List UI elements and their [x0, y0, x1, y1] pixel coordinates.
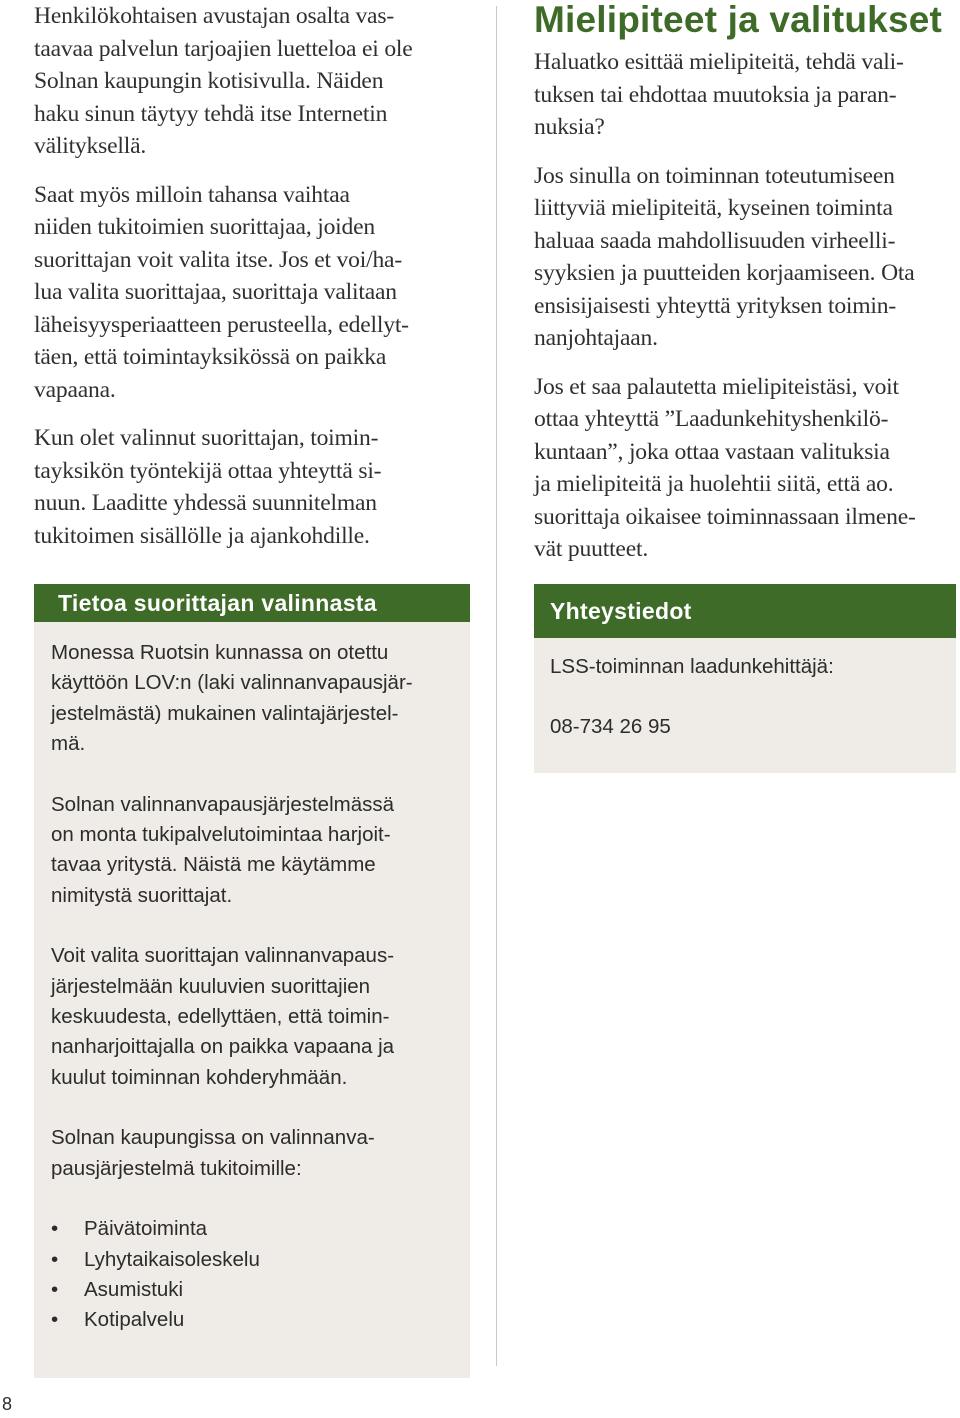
contact-phone: 08-734 26 95	[550, 715, 671, 739]
info-paragraph: Solnan valinnanvapausjärjestelmässä on monta tukipalvelutoimintaa harjoit- tavaa yritystä. Näistä me käytämme nimitystä suorittajat.	[51, 792, 395, 907]
paragraph: Saat myös milloin tahansa vaihtaa niiden tukitoimien suorittajaa, joiden suorittajan voit valita itse. Jos et voi/ha- lua valita suorittajaa, suorittaja valitaan läheisyysperiaatteen perusteella, edellyt- täen, että toimintayksikössä on paikka vapaana.	[34, 181, 409, 403]
page-number: 8	[1, 1394, 12, 1414]
info-box-body	[34, 622, 470, 1336]
info-paragraph: Solnan kaupungissa on valinnanva- pausjärjestelmä tukitoimille:	[51, 1126, 375, 1180]
bullet-icon: •	[51, 1247, 59, 1271]
list-item-label: Lyhytaikaisoleskelu	[84, 1247, 260, 1271]
paragraph: Jos et saa palautetta mielipiteistäsi, voit ottaa yhteyttä ”Laadunkehityshenkilö- kuntaan”, joka ottaa vastaan valituksia ja mielipiteitä ja huolehtii siitä, että ao. suorittaja oikaisee toiminnassaan ilmene- vät puutteet.	[534, 373, 916, 562]
bullet-icon: •	[51, 1308, 59, 1332]
info-paragraph: Monessa Ruotsin kunnassa on otettu käyttöön LOV:n (laki valinnanvapausjär- jestelmästä) mukainen valintajärjestel- mä.	[51, 641, 413, 756]
contact-box-title: Yhteystiedot	[534, 584, 956, 638]
list-item	[51, 1305, 452, 1335]
list-item	[51, 1245, 452, 1275]
left-column-text	[34, 0, 470, 552]
bullet-icon: •	[51, 1217, 59, 1241]
column-divider	[496, 6, 497, 1366]
bullet-icon: •	[51, 1277, 59, 1301]
section-heading: Mielipiteet ja valitukset	[534, 0, 943, 40]
list-item-label: Päivätoiminta	[84, 1217, 208, 1241]
paragraph: Jos sinulla on toiminnan toteutumiseen liittyviä mielipiteitä, kyseinen toiminta haluaa saada mahdollisuuden virheelli- syyksien ja puutteiden korjaamiseen. Ota ensisijaisesti yhteyttä yrityksen toimin- nanjohtajaan.	[534, 162, 915, 351]
list-item-label: Asumistuki	[84, 1277, 184, 1301]
list-item-label: Kotipalvelu	[84, 1308, 185, 1332]
info-paragraph: Voit valita suorittajan valinnanvapaus- järjestelmään kuuluvien suorittajien keskuudesta, edellyttäen, että toimin- nanharjoittajalla on paikka vapaana ja kuulut toiminnan kohderyhmään.	[51, 944, 395, 1089]
paragraph: Kun olet valinnut suorittajan, toimin- tayksikön työntekijä ottaa yhteyttä si- nuun. Laaditte yhdessä suunnitelman tukitoimen sisällölle ja ajankohdille.	[34, 425, 382, 549]
right-column	[534, 0, 956, 566]
support-services-list	[51, 1214, 452, 1336]
paragraph: Henkilökohtaisen avustajan osalta vas- taavaa palvelun tarjoajien luetteloa ei ole Solnan kaupungin kotisivulla. Näiden haku sinun täytyy tehdä itse Internetin välityksellä.	[34, 3, 413, 159]
right-column-text	[534, 46, 956, 566]
list-item	[51, 1214, 452, 1244]
info-box-provider-choice	[34, 584, 470, 1378]
contact-label: LSS-toiminnan laadunkehittäjä:	[550, 655, 834, 678]
list-item	[51, 1275, 452, 1305]
contact-box	[534, 584, 956, 773]
left-column	[34, 0, 470, 552]
contact-box-body	[534, 638, 956, 743]
paragraph: Haluatko esittää mielipiteitä, tehdä vali- tuksen tai ehdottaa muutoksia ja paran- nuksia?	[534, 49, 904, 140]
info-box-title: Tietoa suorittajan valinnasta	[34, 584, 470, 622]
